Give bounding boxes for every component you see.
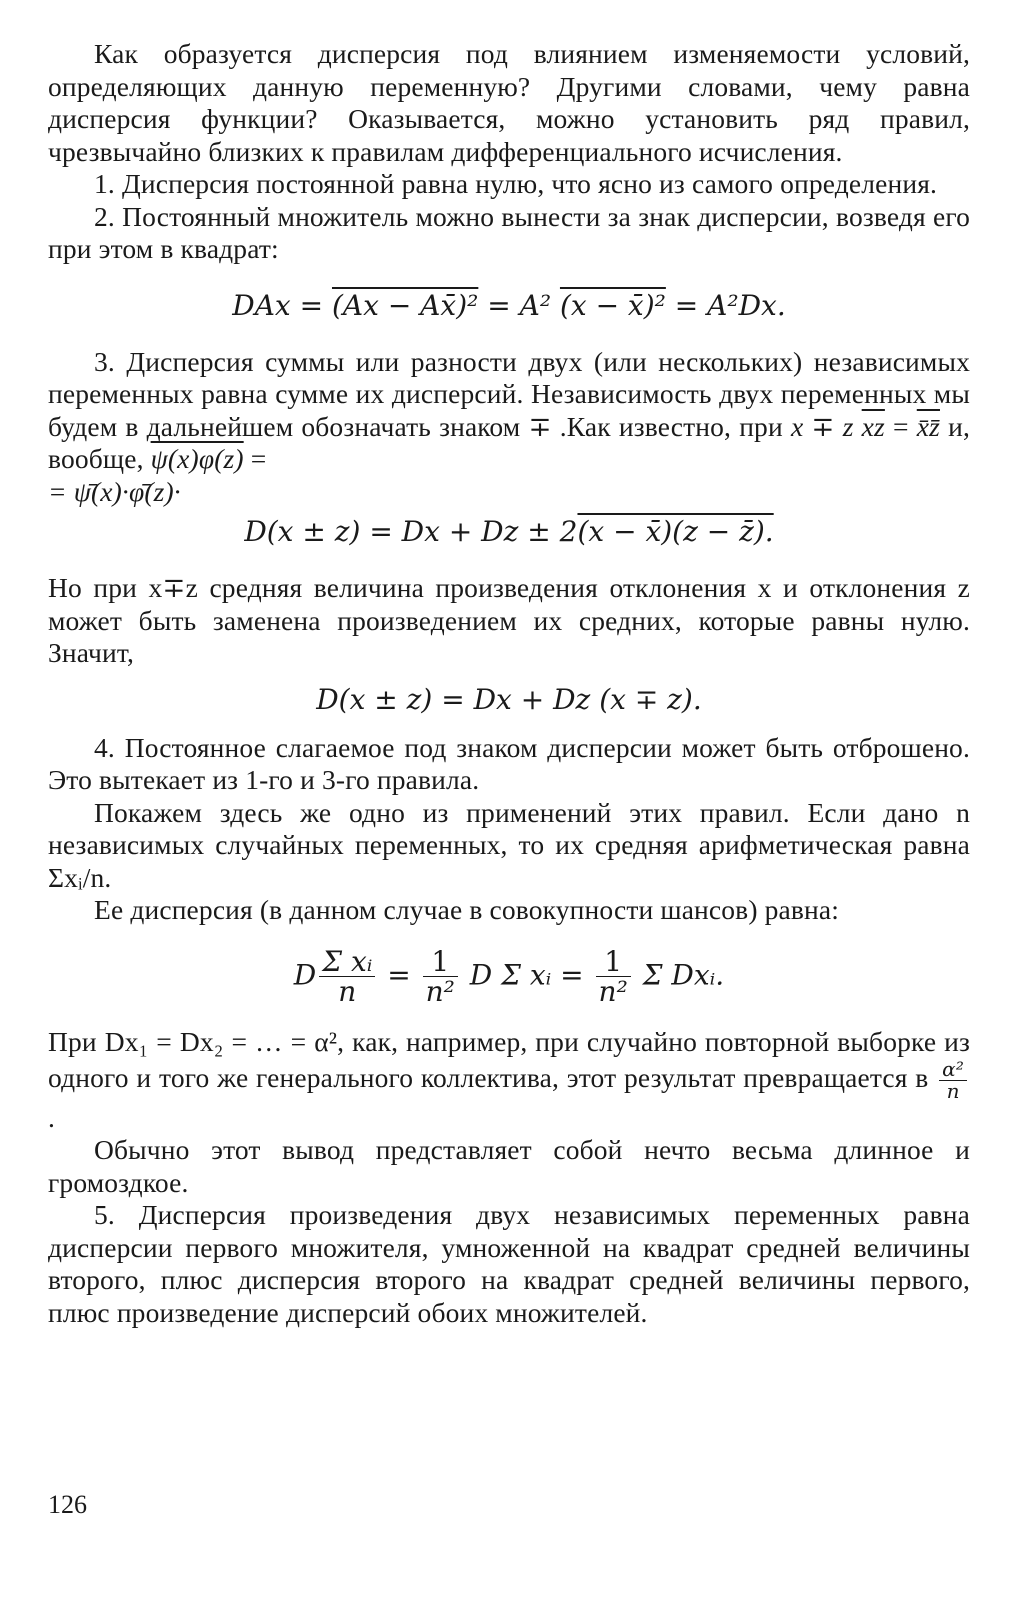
paragraph-independence: Но при x∓z средняя величина произведения отклонения x и отклонения z может быть заменена произведением их средних, которые равны нулю. Значит, xyxy=(48,572,970,668)
formula-mean-variance: D $\frac{\text{Σ xᵢ}}{n}$ = $\frac{1}{\text{n²}}$ D Σ xᵢ = $\frac{1}{\text{n²}}$ Σ Dxᵢ. xyxy=(293,944,725,1008)
page-body xyxy=(48,38,970,1329)
paragraph-repeated-sample: При Dx₁ = Dx₂ = … = α², как, например, при случайно повторной выборке из одного и того же генерального коллектива, этот результат превращается в $\frac{\text{α²}}{n}$ . xyxy=(48,1026,970,1133)
page-number: 126 xyxy=(48,1490,87,1519)
paragraph-application: Покажем здесь же одно из применений этих правил. Если дано n независимых случайных переменных, то их средняя арифметическая равна Σxᵢ/n. xyxy=(48,796,970,893)
formula-constant-factor: DAx = (Ax − Ax̄)² = A² (x − x̄)² = A²Dx. xyxy=(232,288,786,322)
rule-1: 1. Дисперсия постоянной равна нулю, что ясно из самого определения. xyxy=(94,168,938,199)
rule-3: 3. Дисперсия суммы или разности двух (или нескольких) независимых переменных равна сумме их дисперсий. Независимость двух переменных мы будем в дальнейшем обозначать знаком ∓ .Как известно, при x ∓ z $\overline{xz}$ = x̄z̄ и, вообще, ψ(x)φ(z) = = ψ̄(x)·φ̄(z)· xyxy=(48,345,970,507)
formula-sum-variance: D(x ± z) = Dx + Dz ± 2(x − x̄)(z − z̄). xyxy=(244,515,774,548)
rule-4: 4. Постоянное слагаемое под знаком дисперсии может быть отброшено. Это вытекает из 1-го и 3-го правила. xyxy=(48,731,970,795)
rule-2: 2. Постоянный множитель можно вынести за знак дисперсии, возведя его при этом в квадрат: xyxy=(48,200,970,264)
paragraph-variance-equals: Ее дисперсия (в данном случае в совокупности шансов) равна: xyxy=(94,894,840,925)
rule-5: 5. Дисперсия произведения двух независимых переменных равна дисперсии первого множителя, умноженной на квадрат средней величины второго, плюс дисперсия второго на квадрат средней величины первого, плюс произведение дисперсий обоих множителей. xyxy=(48,1199,970,1328)
formula-independent-sum: D(x ± z) = Dx + Dz (x ∓ z). xyxy=(316,682,702,716)
paragraph-intro: Как образуется дисперсия под влиянием изменяемости условий, определяющих данную переменную? Другими словами, чему равна дисперсия функции? Оказывается, можно установить ряд правил, чрезвычайно близких к правилам дифференциального исчисления. xyxy=(48,38,970,167)
paragraph-usual-derivation: Обычно этот вывод представляет собой нечто весьма длинное и громоздкое. xyxy=(48,1134,970,1198)
